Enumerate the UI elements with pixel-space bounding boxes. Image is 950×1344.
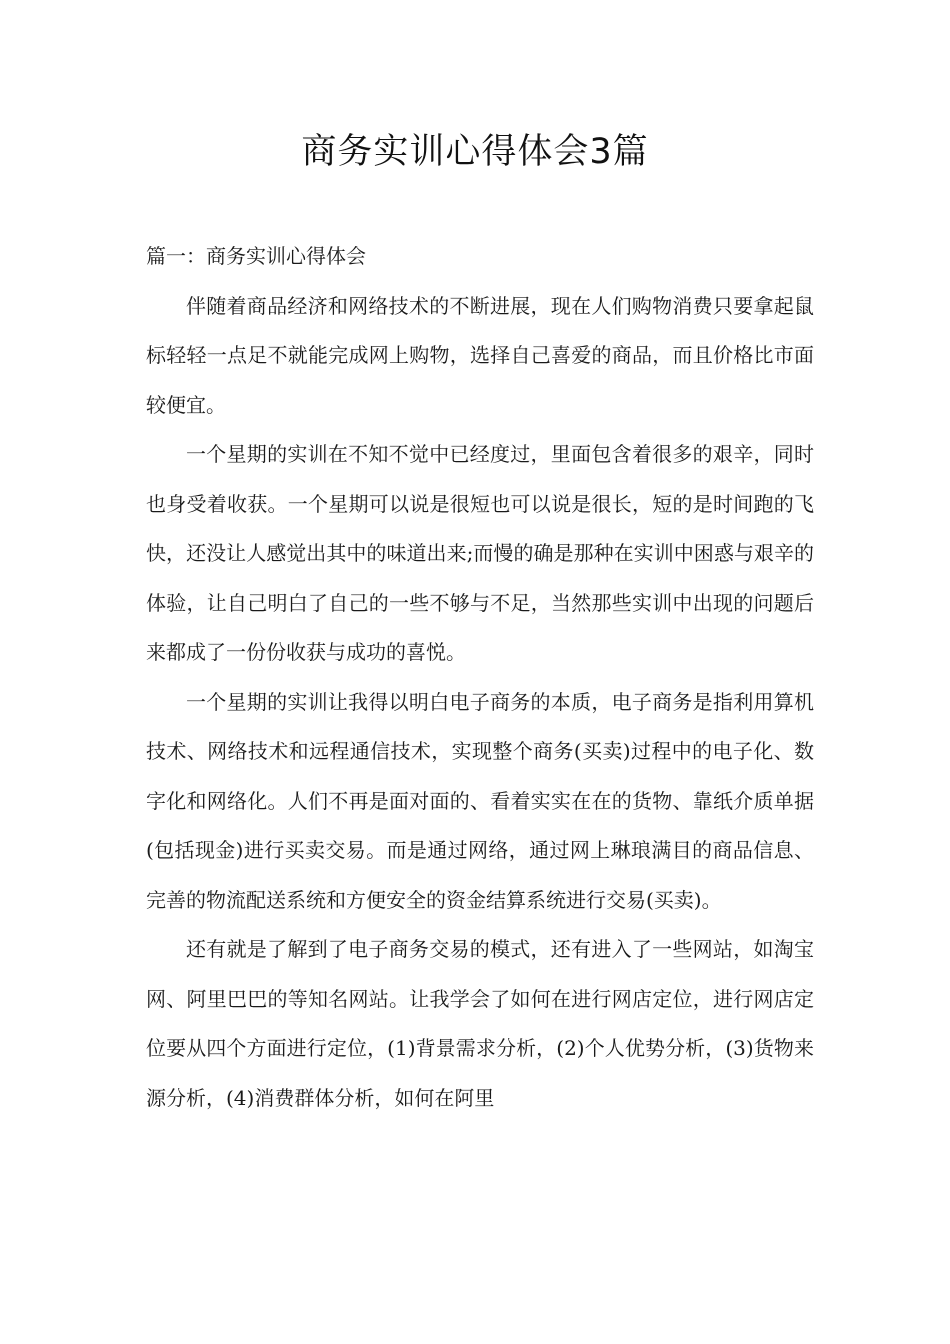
document-title: 商务实训心得体会3篇 xyxy=(301,132,649,172)
section-heading: 篇一：商务实训心得体会 xyxy=(146,244,366,268)
paragraph-2: 一个星期的实训在不知不觉中已经度过，里面包含着很多的艰辛，同时也身受着收获。一个星期可以说是很短也可以说是很长，短的是时间跑的飞快，还没让人感觉出其中的味道出来;而慢的确是那种在实训中困惑与艰辛的体验，让自己明白了自己的一些不够与不足，当然那些实训中出现的问题后来都成了一份份收获与成功的喜悦。 xyxy=(146,442,814,664)
paragraph-1: 伴随着商品经济和网络技术的不断进展，现在人们购物消费只要拿起鼠标轻轻一点足不就能完成网上购物，选择自己喜爱的商品，而且价格比市面较便宜。 xyxy=(146,293,814,417)
document-body xyxy=(146,232,814,1123)
paragraph-4: 还有就是了解到了电子商务交易的模式，还有进入了一些网站，如淘宝网、阿里巴巴的等知名网站。让我学会了如何在进行网店定位，进行网店定位要从四个方面进行定位，(1)背景需求分析，(2)个人优势分析，(3)货物来源分析，(4)消费群体分析，如何在阿里 xyxy=(146,937,814,1110)
paragraph-3: 一个星期的实训让我得以明白电子商务的本质，电子商务是指利用算机技术、网络技术和远程通信技术，实现整个商务(买卖)过程中的电子化、数字化和网络化。人们不再是面对面的、看着实实在在的货物、靠纸介质单据(包括现金)进行买卖交易。而是通过网络，通过网上琳琅满目的商品信息、完善的物流配送系统和方便安全的资金结算系统进行交易(买卖)。 xyxy=(146,689,814,912)
